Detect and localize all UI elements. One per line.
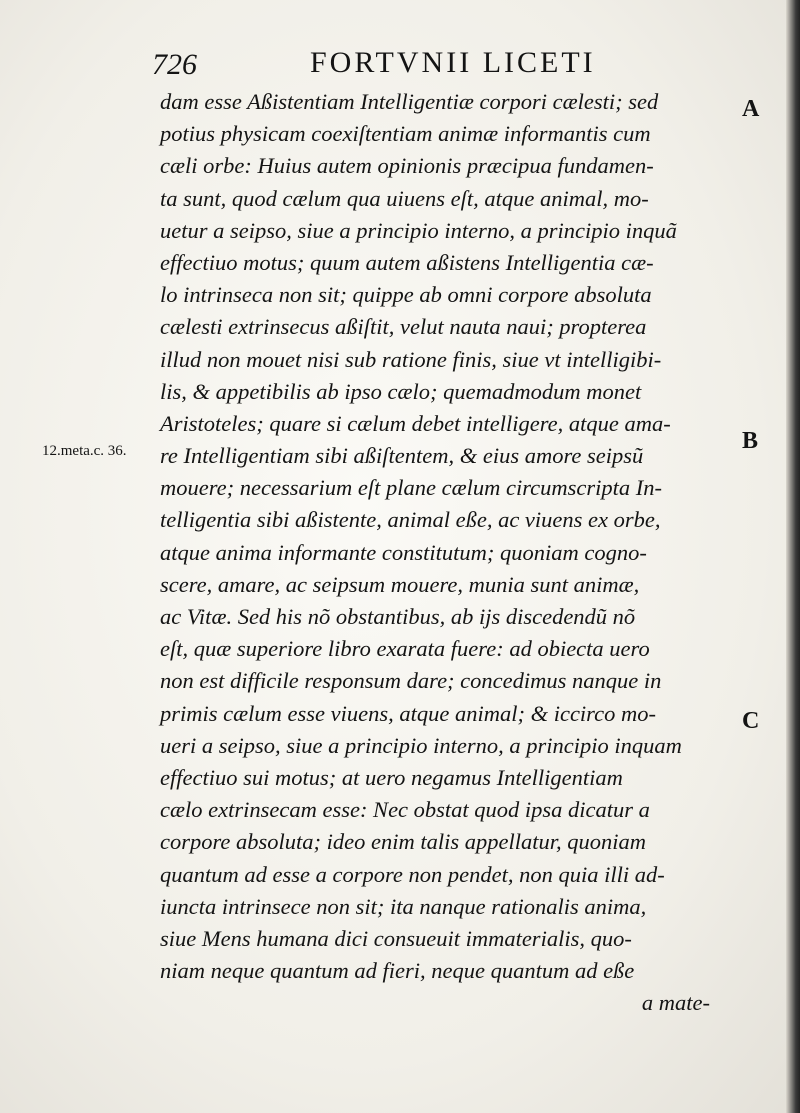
margin-letter-a: A	[742, 96, 760, 122]
text-line: ueri a seipso, siue a principio interno, a principio inquam	[160, 732, 682, 758]
text-line: potius physicam coexiſtentiam animæ informantis cum	[160, 121, 651, 147]
margin-letter-b: B	[742, 428, 759, 454]
text-line: cæli orbe: Huius autem opinionis præcipua fundamen-	[160, 153, 654, 179]
text-line: scere, amare, ac seipsum mouere, munia sunt animæ,	[160, 571, 640, 597]
catchword: a mate-	[641, 990, 710, 1016]
text-line: cælo extrinsecam esse: Nec obstat quod ipsa dicatur a	[160, 797, 650, 823]
text-line: Aristoteles; quare si cælum debet intelligere, atque ama-	[160, 410, 671, 436]
text-line: dam esse Aßistentiam Intelligentiæ corpori cælesti; sed	[160, 89, 659, 114]
text-line: uetur a seipso, siue a principio interno, a principio inquã	[160, 217, 677, 243]
text-line: lo intrinseca non sit; quippe ab omni corpore absoluta	[160, 282, 652, 308]
text-line: ac Vitæ. Sed his nõ obstantibus, ab ijs discedendũ nõ	[160, 604, 636, 629]
margin-letter-c: C	[742, 708, 760, 734]
page-header	[148, 42, 718, 82]
running-title: FORTVNII LICETI	[310, 46, 596, 79]
text-line: illud non mouet nisi sub ratione finis, siue vt intelligibi-	[160, 346, 662, 372]
text-line: lis, & appetibilis ab ipso cælo; quemadmodum monet	[160, 378, 642, 404]
text-line: primis cælum esse viuens, atque animal; & iccirco mo-	[160, 700, 656, 726]
text-line: non est difficile responsum dare; concedimus nanque in	[160, 668, 662, 694]
text-line: telligentia sibi aßistente, animal eße, ac viuens ex orbe,	[160, 507, 661, 533]
body-text	[160, 86, 740, 1019]
text-line: niam neque quantum ad fieri, neque quantum ad eße	[160, 958, 635, 984]
text-line: effectiuo motus; quum autem aßistens Intelligentia cæ-	[160, 249, 654, 275]
text-line: corpore absoluta; ideo enim talis appellatur, quoniam	[160, 829, 647, 855]
text-line: quantum ad esse a corpore non pendet, non quia illi ad-	[160, 861, 665, 887]
text-line: re Intelligentiam sibi aßiſtentem, & eius amore seipsũ	[160, 443, 644, 469]
binding-edge	[786, 0, 800, 1113]
page-number: 726	[152, 48, 197, 81]
text-line: iuncta intrinsece non sit; ita nanque rationalis anima,	[160, 893, 647, 919]
text-line: effectiuo sui motus; at uero negamus Intelligentiam	[160, 764, 623, 790]
text-line: ta sunt, quod cælum qua uiuens eſt, atque animal, mo-	[160, 185, 649, 211]
text-line: cælesti extrinsecus aßiſtit, velut nauta naui; propterea	[160, 314, 647, 340]
text-line: mouere; necessarium eſt plane cælum circumscripta In-	[160, 475, 662, 501]
text-line: siue Mens humana dici consueuit immaterialis, quo-	[160, 925, 632, 951]
text-line: atque anima informante constitutum; quoniam cogno-	[160, 539, 647, 565]
marginal-citation: 12.meta.c. 36.	[42, 443, 127, 459]
text-line: eſt, quæ superiore libro exarata fuere: ad obiecta uero	[160, 636, 650, 662]
